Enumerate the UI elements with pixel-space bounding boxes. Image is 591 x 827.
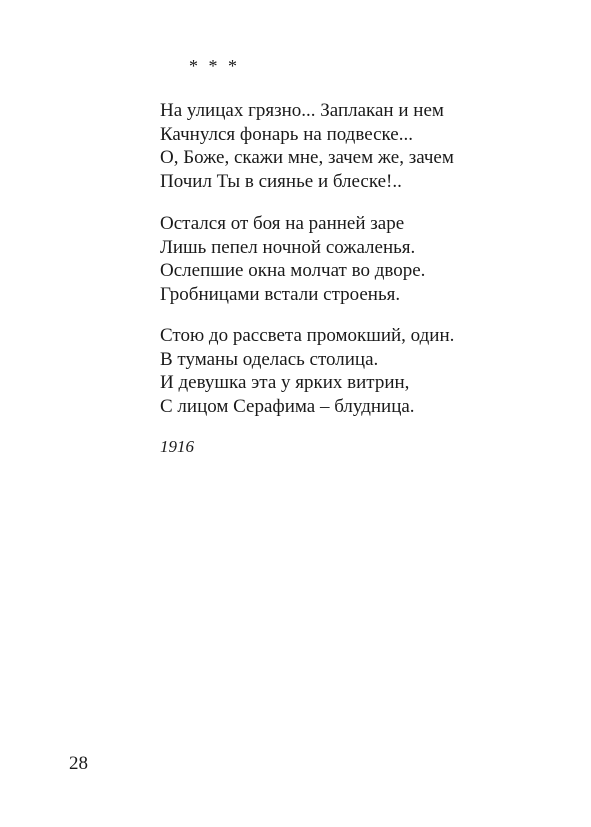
poem-line: Почил Ты в сиянье и блеске!.. (160, 171, 402, 193)
poem-line: Гробницами встали строенья. (160, 284, 401, 306)
poem-line: На улицах грязно... Заплакан и нем (160, 100, 444, 121)
poem-line: Стою до рассвета промокший, один. (160, 325, 455, 346)
poem-line: Качнулся фонарь на подвеске... (160, 123, 413, 145)
stanza-separator: * * * (189, 56, 240, 76)
page-number: 28 (69, 753, 88, 774)
poem-line: В туманы оделась столица. (160, 348, 379, 370)
stanza-3 (160, 324, 560, 419)
poem-line: С лицом Серафима – блудница. (160, 396, 415, 418)
poem-line: Ослепшие окна молчат во дворе. (160, 260, 426, 282)
poem-line: Лишь пепел ночной сожаленья. (160, 236, 416, 258)
poem-line: И девушка эта у ярких витрин, (160, 372, 410, 394)
poem-line: О, Боже, скажи мне, зачем же, зачем (160, 147, 454, 169)
stanza-2 (160, 212, 560, 307)
poem-line: Остался от боя на ранней заре (160, 213, 405, 234)
poem-date: 1916 (160, 437, 194, 456)
stanza-1 (160, 99, 560, 194)
